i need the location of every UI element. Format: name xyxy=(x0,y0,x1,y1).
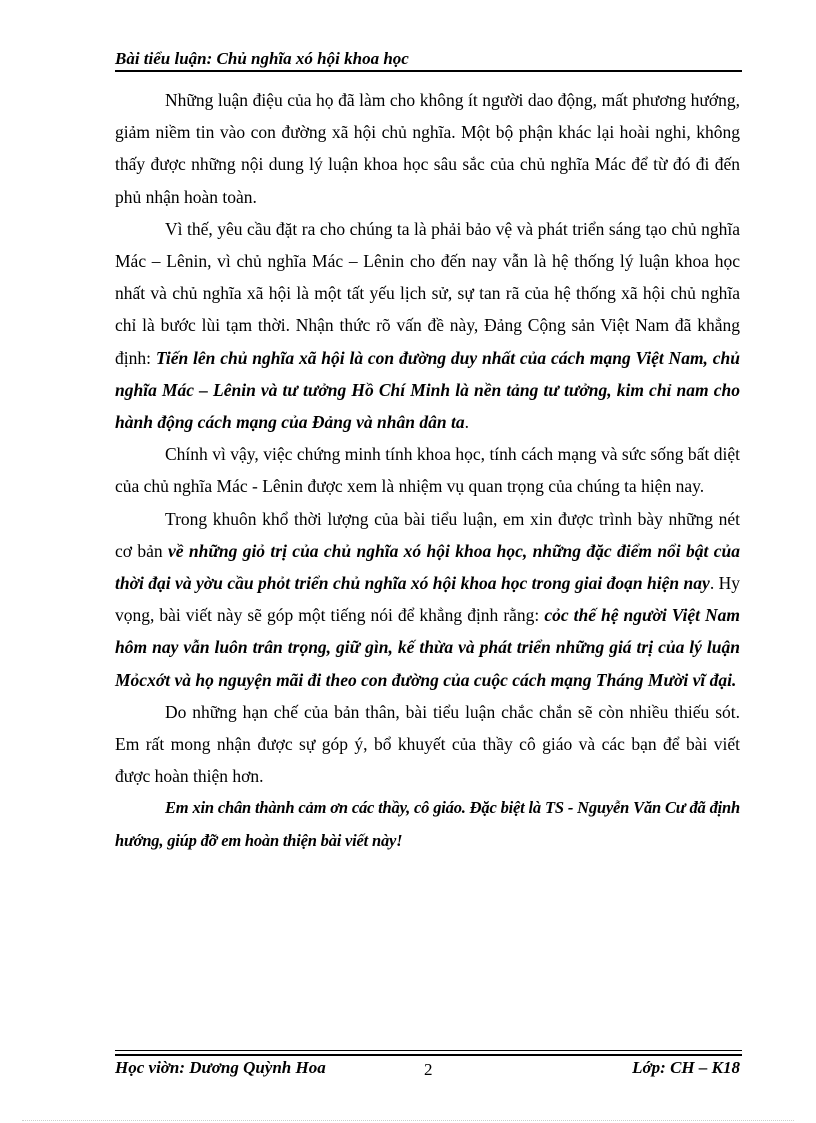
document-body xyxy=(115,84,740,857)
footer-class: Lớp: CH – K18 xyxy=(632,1058,740,1077)
paragraph-4-text-2: . Hy vọng, bài viết này sẽ góp một tiếng nói để khẳng định rằng: xyxy=(115,573,741,626)
paragraph-2-emphasis: Tiến lên chủ nghĩa xã hội là con đường duy nhất của cách mạng Việt Nam, chủ nghĩa Mác – Lênin và tư tưởng Hồ Chí Minh là nền tảng tư tưởng, kim chỉ nam cho hành động cách mạng của Đảng và nhân dân ta xyxy=(115,347,740,433)
page-bottom-dotted-border xyxy=(22,1120,794,1121)
paragraph-5: Do những hạn chế của bản thân, bài tiểu luận chắc chắn sẽ còn nhiều thiếu sót. Em rất mong nhận được sự góp ý, bổ khuyết của thầy cô giáo và các bạn để bài viết được hoàn thiện hơn. xyxy=(115,701,740,787)
paragraph-2 xyxy=(115,213,740,438)
footer-student-name: Học viờn: Dương Quỳnh Hoa xyxy=(115,1058,326,1077)
footer-rule-thick xyxy=(115,1054,742,1056)
paragraph-2-text: Vì thế, yêu cầu đặt ra cho chúng ta là phải bảo vệ và phát triển sáng tạo chủ nghĩa Mác – Lênin, vì chủ nghĩa Mác – Lênin cho đến nay vẫn là hệ thống lý luận khoa học nhất và chủ nghĩa xã hội là một tất yếu lịch sử, sự tan rã của hệ thống xã hội chủ nghĩa chỉ là bước lùi tạm thời. Nhận thức rõ vấn đề này, Đảng Cộng sản Việt Nam đã khẳng định: xyxy=(115,218,740,368)
paragraph-4-emphasis-1: về những giỏ trị của chủ nghĩa xó hội khoa học, những đặc điểm nổi bật của thời đại và yờu cầu phỏt triển chủ nghĩa xó hội khoa học trong giai đoạn hiện nay xyxy=(115,540,740,594)
paragraph-3: Chính vì vậy, việc chứng minh tính khoa học, tính cách mạng và sức sống bất diệt của chủ nghĩa Mác - Lênin được xem là nhiệm vụ quan trọng của chúng ta hiện nay. xyxy=(115,444,740,497)
paragraph-2-end: . xyxy=(464,412,469,433)
paragraph-4-text-1: Trong khuôn khổ thời lượng của bài tiểu luận, em xin được trình bày những nét cơ bản xyxy=(115,508,740,561)
header-rule xyxy=(115,70,742,72)
closing-thanks: Em xin chân thành cảm ơn các thầy, cô giáo. Đặc biệt là TS - Nguyễn Văn Cư đã định hướng, giúp đỡ em hoàn thiện bài viết này! xyxy=(115,798,740,850)
page-number: 2 xyxy=(424,1060,433,1079)
paragraph-1: Những luận điệu của họ đã làm cho không ít người dao động, mất phương hướng, giảm niềm tin vào con đường xã hội chủ nghĩa. Một bộ phận khác lại hoài nghi, không thấy được những nội dung lý luận khoa học sâu sắc của chủ nghĩa Mác để từ đó đi đến phủ nhận hoàn toàn. xyxy=(115,90,740,207)
footer-rule-thin xyxy=(115,1050,742,1051)
page-header-title: Bài tiểu luận: Chủ nghĩa xó hội khoa học xyxy=(115,49,409,68)
paragraph-4 xyxy=(115,503,740,696)
paragraph-4-emphasis-2: cỏc thế hệ người Việt Nam hôm nay vẫn luôn trân trọng, giữ gìn, kế thừa và phát triển những giá trị của lý luận Mỏcxớt và họ nguyện mãi đi theo con đường của cuộc cách mạng Tháng Mười vĩ đại. xyxy=(115,605,740,690)
